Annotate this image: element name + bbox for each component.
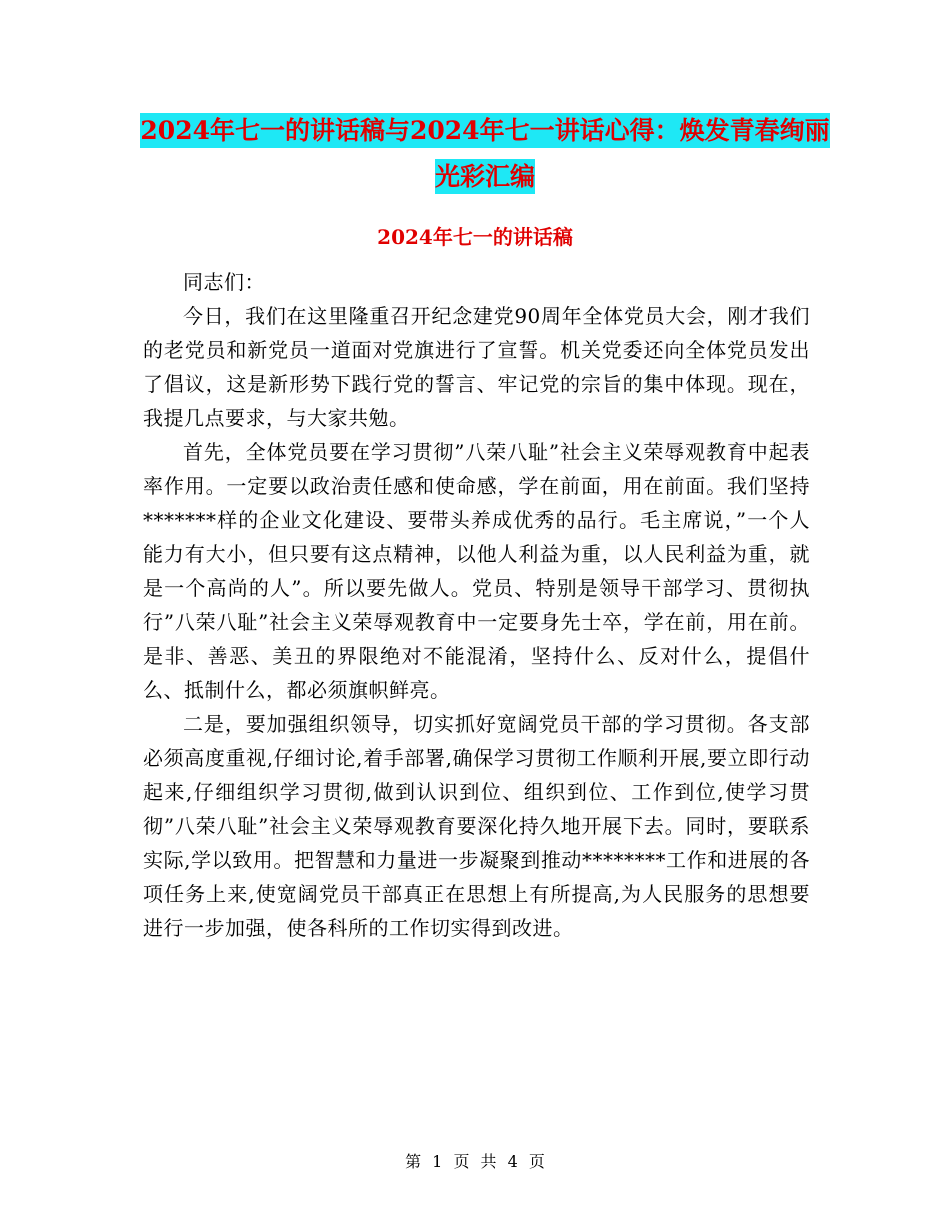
document-title-text: 2024年七一的讲话稿与2024年七一讲话心得：焕发青春绚丽光彩汇编 [140,113,829,194]
document-body [143,265,810,945]
salutation-paragraph: 同志们： [183,270,265,294]
page-footer: 第 1 页 共 4 页 [405,1152,545,1171]
document-title [140,108,830,200]
section-title: 2024年七一的讲话稿 [377,225,573,249]
body-paragraph-1: 今日，我们在这里隆重召开纪念建党90周年全体党员大会，刚才我们的老党员和新党员一道面对党旗进行了宣誓。机关党委还向全体党员发出了倡议，这是新形势下践行党的誓言、牢记党的宗旨的集中体现。现在，我提几点要求，与大家共勉。 [143,304,810,430]
body-paragraph-2: 首先，全体党员要在学习贯彻”八荣八耻”社会主义荣辱观教育中起表率作用。一定要以政治责任感和使命感，学在前面，用在前面。我们坚持*******样的企业文化建设、要带头养成优秀的品行。毛主席说，”一个人能力有大小，但只要有这点精神，以他人利益为重，以人民利益为重，就是一个高尚的人”。所以要先做人。党员、特别是领导干部学习、贯彻执行”八荣八耻”社会主义荣辱观教育中一定要身先士卒，学在前，用在前。是非、善恶、美丑的界限绝对不能混淆，坚持什么、反对什么，提倡什么、抵制什么，都必须旗帜鲜亮。 [143,440,810,702]
body-paragraph-3: 二是，要加强组织领导，切实抓好宽阔党员干部的学习贯彻。各支部必须高度重视,仔细讨论,着手部署,确保学习贯彻工作顺利开展,要立即行动起来,仔细组织学习贯彻,做到认识到位、组织到位、工作到位,使学习贯彻”八荣八耻”社会主义荣辱观教育要深化持久地开展下去。同时，要联系实际,学以致用。把智慧和力量进一步凝聚到推动********工作和进展的各项任务上来,使宽阔党员干部真正在思想上有所提高,为人民服务的思想要进行一步加强，使各科所的工作切实得到改进。 [143,712,810,940]
